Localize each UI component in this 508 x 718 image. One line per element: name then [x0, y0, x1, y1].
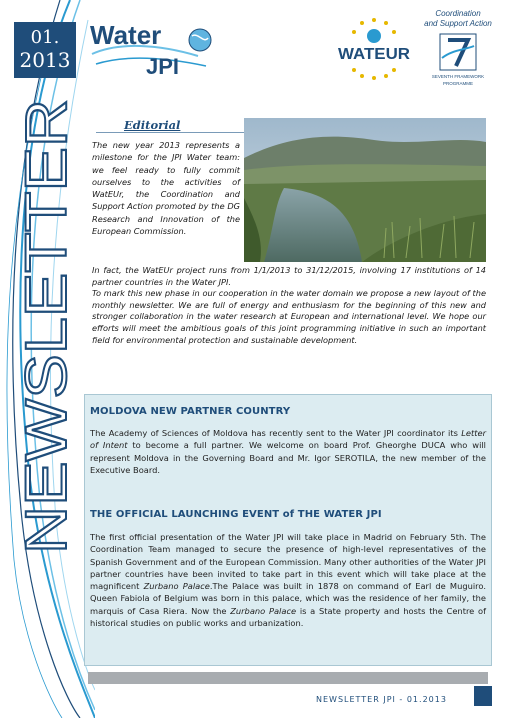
footer-bar — [88, 672, 488, 684]
fp7-line1: SEVENTH FRAMEWORK — [431, 74, 485, 79]
footer-text: NEWSLETTER JPI - 01.2013 — [316, 695, 447, 704]
editorial-body — [92, 265, 486, 346]
fp7-line2: PROGRAMME — [442, 81, 474, 86]
news-title-moldova: MOLDOVA NEW PARTNER COUNTRY — [90, 406, 291, 417]
issue-badge — [14, 22, 76, 78]
vertical-masthead — [20, 96, 80, 556]
news-text-moldova: The Academy of Sciences of Moldova has recently sent to the Water JPI coordinator its Letter of Intent to become a full partner. We welcome on board Prof. Gheorghe DUCA who will represent Moldova in the Governing Board and Mr. Igor SEROTILA, the new member of the Executive Board. — [90, 428, 486, 475]
editorial-heading: Editorial — [124, 118, 181, 132]
editorial-divider — [96, 132, 246, 133]
water-drop-icon — [367, 29, 381, 43]
wateur-logo — [334, 12, 414, 82]
news-text-launch: The first official presentation of the Water JPI will take place in Madrid on February 5th. The Coordination Team managed to secure the presence of high-level representatives of the Spanish Government and of the European Commission. Many other authorities of the Water JPI partner countries have been invited to take part in this event which will take place at the magnificent Zurbano Palace.The Palace was built in 1878 on command of Earl de Muguiro. Queen Fabiola of Belgium was born in this palace, which was the residence of her family, the marquis of Casa Riera. Now the Zurbano Palace is a State property and hosts the Centre of historical studies on public works and urbanization. — [90, 532, 486, 629]
water-jpi-logo — [88, 14, 218, 80]
masthead-title: NEWSLETTER — [20, 157, 79, 554]
csa-fp7-logo — [418, 6, 498, 90]
river-landscape-photo — [244, 118, 486, 262]
issue-number: 01. — [30, 27, 60, 48]
csa-line1: Coordination — [435, 9, 481, 18]
logo-wateur-text: WATEUR — [338, 46, 411, 63]
globe-icon — [189, 29, 211, 51]
news-title-launch: THE OFFICIAL LAUNCHING EVENT of THE WATER JPI — [90, 509, 382, 520]
footer-square — [474, 686, 492, 706]
editorial-paragraph-1: The new year 2013 represents a milestone for the JPI Water team: we feel ready to fully commit ourselves to the activities of WatEUr, the Coordination and Support Action promoted by the DG Research and Innovation of the European Commission. — [92, 140, 240, 237]
issue-year: 2013 — [19, 48, 71, 72]
editorial-paragraph-3: To mark this new phase in our cooperation in the water domain we propose a new layout of the monthly newsletter. We are full of energy and enthusiasm for the beginning of this new and stronger collaboration in the water research at European and international level. We hope our efforts will meet the ambitious goals of this joint programming initiative in such an important field for environmental protection and sustainable development. — [92, 288, 486, 345]
csa-line2: and Support Action — [424, 19, 492, 28]
logo-jpi-text: JPI — [146, 54, 180, 79]
editorial-paragraph-2: In fact, the WatEUr project runs from 1/1/2013 to 31/12/2015, involving 17 institutions of 14 partner countries in the Water JPI. — [92, 265, 486, 287]
logo-water-text: Water — [90, 20, 162, 50]
